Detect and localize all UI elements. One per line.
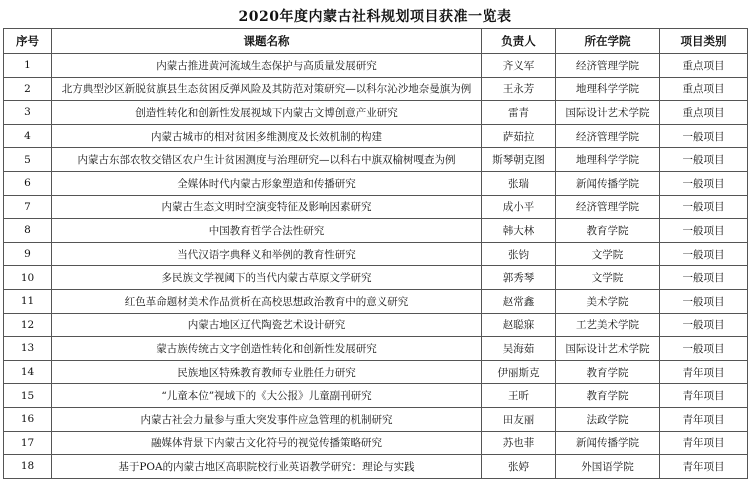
cell-topic: 基于POA的内蒙古地区高职院校行业英语教学研究：理论与实践 [52,455,482,479]
header-college: 所在学院 [556,29,660,54]
cell-type: 一般项目 [660,313,748,337]
cell-topic: 中国教育哲学合法性研究 [52,219,482,243]
cell-college: 工艺美术学院 [556,313,660,337]
table-row [4,360,748,384]
cell-person: 赵常鑫 [482,289,556,313]
table-row [4,77,748,101]
cell-type: 一般项目 [660,195,748,219]
cell-topic: 内蒙古城市的相对贫困多维测度及长效机制的构建 [52,124,482,148]
cell-type: 重点项目 [660,77,748,101]
cell-type: 一般项目 [660,148,748,172]
cell-topic: 全媒体时代内蒙古形象塑造和传播研究 [52,171,482,195]
cell-topic: 内蒙古地区辽代陶瓷艺术设计研究 [52,313,482,337]
table-header [4,29,748,54]
cell-serial: 17 [4,431,52,455]
table-row [4,219,748,243]
cell-college: 文学院 [556,266,660,290]
cell-college: 国际设计艺术学院 [556,337,660,361]
table-body [4,54,748,479]
cell-person: 张钧 [482,242,556,266]
cell-person: 张婷 [482,455,556,479]
cell-serial: 10 [4,266,52,290]
cell-person: 吴海茹 [482,337,556,361]
page-title: 2020年度内蒙古社科规划项目获准一览表 [238,9,512,25]
cell-college: 新闻传播学院 [556,171,660,195]
table-row [4,54,748,78]
cell-topic: 创造性转化和创新性发展视域下内蒙古文博创意产业研究 [52,101,482,125]
cell-serial: 2 [4,77,52,101]
cell-type: 一般项目 [660,242,748,266]
cell-college: 经济管理学院 [556,124,660,148]
cell-type: 一般项目 [660,266,748,290]
cell-type: 重点项目 [660,54,748,78]
cell-serial: 15 [4,384,52,408]
cell-person: 韩大林 [482,219,556,243]
cell-serial: 7 [4,195,52,219]
table-row [4,124,748,148]
cell-type: 青年项目 [660,431,748,455]
cell-college: 教育学院 [556,360,660,384]
cell-person: 萨茹拉 [482,124,556,148]
cell-college: 经济管理学院 [556,195,660,219]
cell-topic: 内蒙古生态文明时空演变特征及影响因素研究 [52,195,482,219]
cell-serial: 13 [4,337,52,361]
cell-serial: 12 [4,313,52,337]
cell-serial: 6 [4,171,52,195]
table-row [4,313,748,337]
cell-college: 教育学院 [556,384,660,408]
cell-serial: 18 [4,455,52,479]
cell-type: 青年项目 [660,407,748,431]
cell-college: 文学院 [556,242,660,266]
cell-person: 赵聪寐 [482,313,556,337]
cell-type: 一般项目 [660,337,748,361]
table-row [4,101,748,125]
table-header-row [4,29,748,54]
table-row [4,242,748,266]
cell-topic: 多民族文学视阈下的当代内蒙古草原文学研究 [52,266,482,290]
table-row [4,337,748,361]
cell-topic: 当代汉语字典释义和举例的教育性研究 [52,242,482,266]
cell-type: 青年项目 [660,384,748,408]
cell-serial: 1 [4,54,52,78]
cell-person: 雷青 [482,101,556,125]
cell-topic: 蒙古族传统古文字创造性转化和创新性发展研究 [52,337,482,361]
header-topic: 课题名称 [52,29,482,54]
cell-person: 郭秀琴 [482,266,556,290]
cell-topic: 内蒙古推进黄河流域生态保护与高质量发展研究 [52,54,482,78]
cell-college: 经济管理学院 [556,54,660,78]
cell-serial: 8 [4,219,52,243]
table-row [4,266,748,290]
cell-topic: 内蒙古东部农牧交错区农户生计贫困测度与治理研究—以科右中旗双榆树嘎查为例 [52,148,482,172]
cell-type: 重点项目 [660,101,748,125]
table-row [4,289,748,313]
cell-person: 斯琴朝克图 [482,148,556,172]
cell-type: 一般项目 [660,289,748,313]
header-serial: 序号 [4,29,52,54]
cell-college: 教育学院 [556,219,660,243]
cell-college: 法政学院 [556,407,660,431]
cell-topic: 北方典型沙区新脱贫旗县生态贫困反弹风险及其防范对策研究—以科尔沁沙地奈曼旗为例 [52,77,482,101]
cell-person: 张瑞 [482,171,556,195]
cell-college: 地理科学学院 [556,77,660,101]
cell-person: 田友丽 [482,407,556,431]
cell-person: 伊丽斯克 [482,360,556,384]
table-row [4,195,748,219]
cell-type: 青年项目 [660,360,748,384]
cell-serial: 11 [4,289,52,313]
cell-type: 一般项目 [660,219,748,243]
table-row [4,455,748,479]
cell-college: 地理科学学院 [556,148,660,172]
cell-type: 一般项目 [660,124,748,148]
cell-topic: 红色革命题材美术作品赏析在高校思想政治教育中的意义研究 [52,289,482,313]
cell-serial: 5 [4,148,52,172]
cell-person: 齐义军 [482,54,556,78]
cell-topic: 民族地区特殊教育教师专业胜任力研究 [52,360,482,384]
table-row [4,431,748,455]
cell-topic: 内蒙古社会力量参与重大突发事件应急管理的机制研究 [52,407,482,431]
cell-person: 苏也菲 [482,431,556,455]
cell-serial: 4 [4,124,52,148]
cell-person: 成小平 [482,195,556,219]
table-row [4,407,748,431]
cell-type: 一般项目 [660,171,748,195]
cell-person: 王永芳 [482,77,556,101]
cell-college: 美术学院 [556,289,660,313]
cell-topic: “儿童本位”视域下的《大公报》儿童副刊研究 [52,384,482,408]
table-row [4,384,748,408]
cell-topic: 融媒体背景下内蒙古文化符号的视觉传播策略研究 [52,431,482,455]
cell-college: 国际设计艺术学院 [556,101,660,125]
table-row [4,148,748,172]
header-person: 负责人 [482,29,556,54]
cell-person: 王昕 [482,384,556,408]
cell-serial: 3 [4,101,52,125]
table-row [4,171,748,195]
cell-serial: 16 [4,407,52,431]
cell-serial: 14 [4,360,52,384]
cell-college: 新闻传播学院 [556,431,660,455]
cell-serial: 9 [4,242,52,266]
project-table [3,28,748,479]
cell-type: 青年项目 [660,455,748,479]
header-type: 项目类别 [660,29,748,54]
cell-college: 外国语学院 [556,455,660,479]
